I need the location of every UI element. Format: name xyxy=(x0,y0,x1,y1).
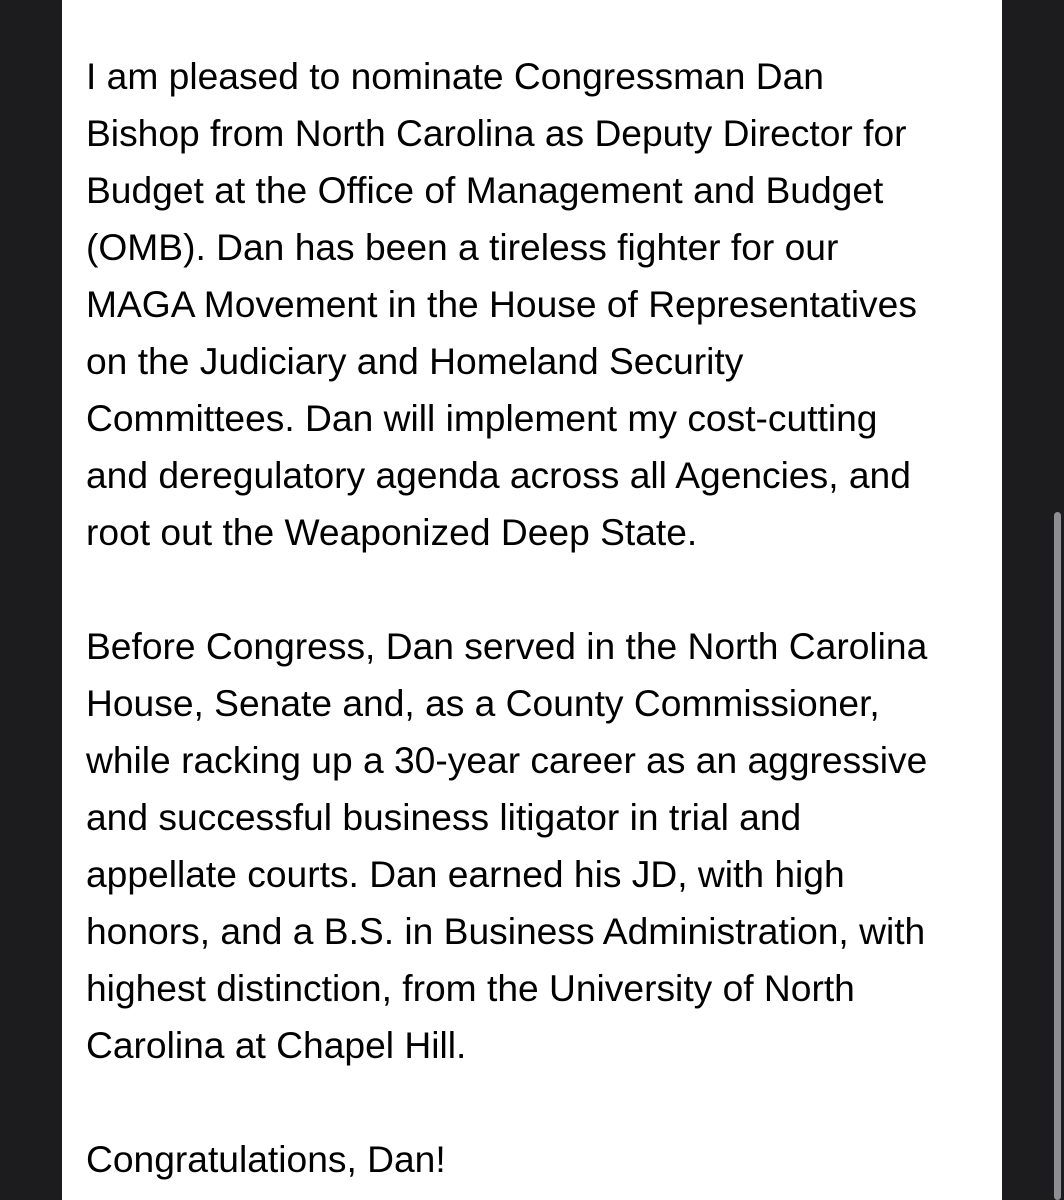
message-panel xyxy=(62,0,1002,1200)
text-line: Committees. Dan will implement my cost-cutting xyxy=(86,397,878,439)
text-line: and successful business litigator in trial and xyxy=(86,796,802,838)
text-line: appellate courts. Dan earned his JD, with high xyxy=(86,853,845,895)
text-line: Budget at the Office of Management and Budget xyxy=(86,169,884,211)
text-line: House, Senate and, as a County Commissioner, xyxy=(86,682,880,724)
text-line: Before Congress, Dan served in the North Carolina xyxy=(86,625,928,667)
text-line: highest distinction, from the University of North xyxy=(86,967,855,1009)
text-line: honors, and a B.S. in Business Administration, with xyxy=(86,910,926,952)
paragraph-congratulations xyxy=(86,1131,986,1188)
text-line: Congratulations, Dan! xyxy=(86,1138,446,1180)
paragraph-biography xyxy=(86,618,986,1074)
text-line: root out the Weaponized Deep State. xyxy=(86,511,698,553)
text-line: on the Judiciary and Homeland Security xyxy=(86,340,744,382)
text-line: I am pleased to nominate Congressman Dan xyxy=(86,55,824,97)
text-line: while racking up a 30-year career as an aggressive xyxy=(86,739,928,781)
message-body xyxy=(86,48,986,1200)
text-line: Carolina at Chapel Hill. xyxy=(86,1024,467,1066)
scrollbar-thumb[interactable] xyxy=(1054,512,1061,1200)
text-line: (OMB). Dan has been a tireless fighter for our xyxy=(86,226,839,268)
right-dark-margin xyxy=(1002,0,1064,1200)
text-line: MAGA Movement in the House of Representatives xyxy=(86,283,917,325)
text-line: Bishop from North Carolina as Deputy Director for xyxy=(86,112,907,154)
text-line: and deregulatory agenda across all Agencies, and xyxy=(86,454,911,496)
paragraph-nomination xyxy=(86,48,986,561)
left-dark-margin xyxy=(0,0,62,1200)
